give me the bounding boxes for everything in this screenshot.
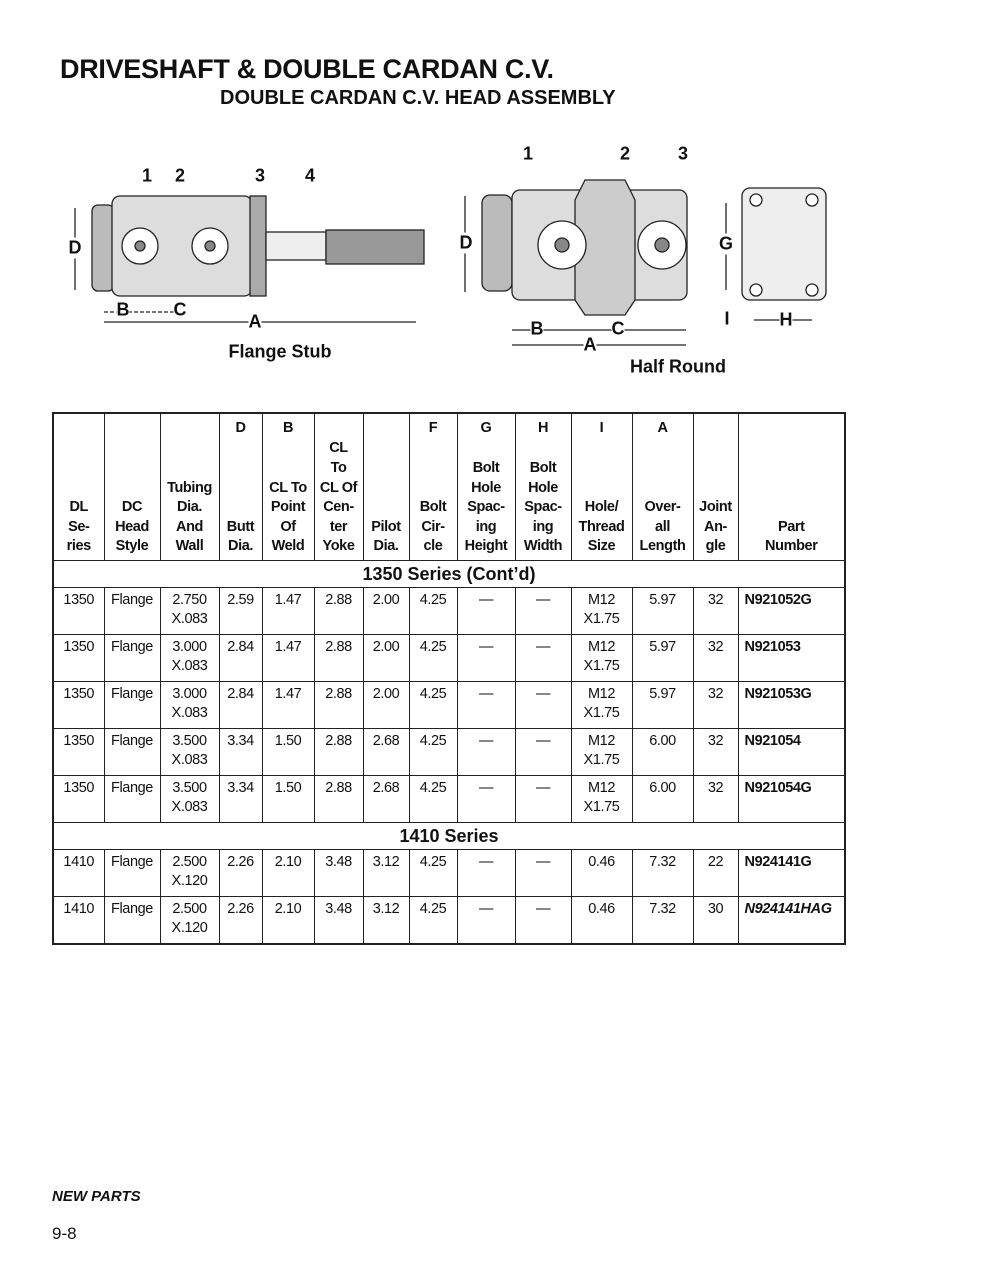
table-cell: 1410	[53, 897, 104, 945]
dim-a: A	[583, 334, 597, 355]
column-header	[409, 413, 457, 561]
table-cell: 32	[693, 635, 738, 682]
table-cell: 22	[693, 850, 738, 897]
column-header	[738, 413, 845, 561]
column-letter	[161, 414, 219, 436]
table-cell: —	[457, 729, 515, 776]
column-header	[515, 413, 571, 561]
column-letter: F	[428, 420, 438, 436]
column-header	[693, 413, 738, 561]
table-cell: 2.88	[314, 776, 363, 823]
table-row	[53, 850, 845, 897]
table-cell: 3.12	[363, 850, 409, 897]
dim-b: B	[530, 318, 544, 339]
table-cell: M12 X1.75	[571, 729, 632, 776]
column-label: Over- all Length	[639, 499, 686, 555]
table-cell: 3.500 X.083	[160, 776, 219, 823]
column-label: Butt Dia.	[226, 518, 255, 555]
table-cell: 4.25	[409, 682, 457, 729]
table-cell: —	[515, 897, 571, 945]
table-cell: 4.25	[409, 729, 457, 776]
column-letter: A	[657, 420, 668, 436]
table-cell: 2.68	[363, 776, 409, 823]
dim-h: H	[779, 309, 793, 330]
table-cell: —	[457, 850, 515, 897]
table-cell: 2.59	[219, 588, 262, 635]
column-letter: G	[480, 420, 492, 436]
column-label: Part Number	[765, 518, 818, 555]
table-cell: 2.00	[363, 682, 409, 729]
dim-g: G	[718, 233, 734, 254]
column-letter: D	[235, 420, 246, 436]
column-letter	[364, 414, 409, 436]
column-letter: H	[537, 420, 549, 436]
column-header	[314, 413, 363, 561]
table-cell: —	[515, 729, 571, 776]
table-cell: —	[515, 682, 571, 729]
part-number: N921054	[738, 729, 845, 776]
table-cell: 4.25	[409, 897, 457, 945]
table-cell: 6.00	[632, 729, 693, 776]
column-header	[571, 413, 632, 561]
table-cell: 1350	[53, 635, 104, 682]
half-round-drawing	[465, 180, 826, 345]
table-cell: Flange	[104, 850, 160, 897]
callout-2: 2	[619, 143, 631, 164]
table-cell: Flange	[104, 729, 160, 776]
column-label: DL Se- ries	[66, 499, 91, 555]
part-number: N921052G	[738, 588, 845, 635]
table-cell: 3.12	[363, 897, 409, 945]
table-cell: —	[457, 776, 515, 823]
table-cell: M12 X1.75	[571, 588, 632, 635]
table-cell: 2.26	[219, 850, 262, 897]
table-cell: Flange	[104, 776, 160, 823]
table-cell: 2.88	[314, 729, 363, 776]
column-label: Bolt Hole Spac- ing Height	[464, 460, 508, 555]
table-cell: 2.26	[219, 897, 262, 945]
column-header	[219, 413, 262, 561]
dim-d: D	[459, 232, 473, 253]
table-cell: 2.10	[262, 897, 314, 945]
part-number: N924141HAG	[738, 897, 845, 945]
column-label: DC Head Style	[115, 499, 149, 555]
table-cell: 30	[693, 897, 738, 945]
part-number: N921053	[738, 635, 845, 682]
table-row	[53, 682, 845, 729]
dim-i: I	[724, 308, 730, 329]
column-header	[363, 413, 409, 561]
table-cell: 32	[693, 682, 738, 729]
table-cell: 1350	[53, 682, 104, 729]
table-cell: 1410	[53, 850, 104, 897]
table-row	[53, 729, 845, 776]
table-cell: 3.34	[219, 729, 262, 776]
table-cell: —	[515, 850, 571, 897]
table-cell: 4.25	[409, 776, 457, 823]
specs-table	[52, 412, 846, 945]
table-cell: 2.88	[314, 682, 363, 729]
table-cell: M12 X1.75	[571, 682, 632, 729]
table-cell: 3.34	[219, 776, 262, 823]
page-title: DRIVESHAFT & DOUBLE CARDAN C.V.	[60, 54, 554, 84]
column-label: Bolt Hole Spac- ing Width	[523, 460, 563, 555]
table-cell: 1.50	[262, 776, 314, 823]
table-cell: M12 X1.75	[571, 635, 632, 682]
column-letter: B	[282, 420, 294, 436]
table-cell: 3.48	[314, 897, 363, 945]
column-letter	[694, 414, 738, 436]
callout-3: 3	[677, 143, 689, 164]
part-number: N921053G	[738, 682, 845, 729]
table-cell: 32	[693, 588, 738, 635]
column-label: Bolt Cir- cle	[419, 499, 447, 555]
table-cell: M12 X1.75	[571, 776, 632, 823]
table-cell: —	[515, 635, 571, 682]
table-cell: 2.88	[314, 588, 363, 635]
column-letter: I	[599, 420, 604, 436]
table-cell: Flange	[104, 635, 160, 682]
part-number: N924141G	[738, 850, 845, 897]
table-cell: 7.32	[632, 850, 693, 897]
table-cell: 1.47	[262, 635, 314, 682]
callout-1: 1	[141, 165, 153, 186]
assembly-diagrams	[0, 0, 986, 400]
column-label: CL To CL Of Cen- ter Yoke	[319, 440, 358, 555]
new-parts-note: NEW PARTS	[52, 1188, 141, 1205]
table-cell: 32	[693, 729, 738, 776]
table-cell: —	[457, 588, 515, 635]
column-letter	[315, 414, 363, 436]
table-row	[53, 897, 845, 945]
table-cell: —	[457, 897, 515, 945]
dim-c: C	[611, 318, 625, 339]
table-cell: 0.46	[571, 897, 632, 945]
series-row	[53, 823, 845, 850]
table-cell: 1.47	[262, 682, 314, 729]
table-cell: 2.84	[219, 635, 262, 682]
table-cell: 1350	[53, 588, 104, 635]
table-cell: 5.97	[632, 682, 693, 729]
table-cell: 5.97	[632, 588, 693, 635]
table-cell: 2.500 X.120	[160, 850, 219, 897]
part-number: N921054G	[738, 776, 845, 823]
table-cell: 4.25	[409, 850, 457, 897]
table-cell: 2.00	[363, 588, 409, 635]
table-cell: 2.84	[219, 682, 262, 729]
table-cell: 3.48	[314, 850, 363, 897]
callout-3: 3	[254, 165, 266, 186]
table-cell: Flange	[104, 897, 160, 945]
callout-4: 4	[304, 165, 316, 186]
dim-a: A	[248, 311, 262, 332]
table-cell: 2.88	[314, 635, 363, 682]
column-letter	[54, 414, 104, 436]
flange-stub-caption: Flange Stub	[228, 341, 332, 362]
table-cell: 3.500 X.083	[160, 729, 219, 776]
table-row	[53, 776, 845, 823]
table-row	[53, 635, 845, 682]
dim-c: C	[173, 299, 187, 320]
column-letter	[105, 414, 160, 436]
page-subtitle: DOUBLE CARDAN C.V. HEAD ASSEMBLY	[220, 87, 616, 109]
table-cell: 4.25	[409, 588, 457, 635]
table-cell: 2.68	[363, 729, 409, 776]
table-cell: 1.50	[262, 729, 314, 776]
table-cell: Flange	[104, 588, 160, 635]
table-cell: 3.000 X.083	[160, 682, 219, 729]
table-cell: 4.25	[409, 635, 457, 682]
page-number: 9-8	[52, 1224, 77, 1243]
table-cell: Flange	[104, 682, 160, 729]
column-header	[160, 413, 219, 561]
table-cell: 0.46	[571, 850, 632, 897]
table-cell: 6.00	[632, 776, 693, 823]
half-round-caption: Half Round	[630, 356, 726, 377]
column-header	[53, 413, 104, 561]
table-cell: —	[515, 588, 571, 635]
column-header	[262, 413, 314, 561]
table-row	[53, 588, 845, 635]
series-row	[53, 561, 845, 588]
column-header	[457, 413, 515, 561]
table-cell: 2.500 X.120	[160, 897, 219, 945]
table-cell: —	[515, 776, 571, 823]
column-label: Tubing Dia. And Wall	[167, 479, 212, 555]
table-cell: 2.00	[363, 635, 409, 682]
callout-2: 2	[174, 165, 186, 186]
column-label: Pilot Dia.	[371, 518, 401, 555]
table-cell: —	[457, 682, 515, 729]
table-cell: 1.47	[262, 588, 314, 635]
column-header	[632, 413, 693, 561]
column-label: Hole/ Thread Size	[578, 499, 625, 555]
column-label: CL To Point Of Weld	[269, 479, 307, 555]
column-letter	[739, 414, 845, 436]
table-cell: 5.97	[632, 635, 693, 682]
series-title: 1350 Series (Cont’d)	[53, 561, 845, 588]
table-header	[53, 413, 845, 561]
callout-1: 1	[522, 143, 534, 164]
table-cell: 2.10	[262, 850, 314, 897]
table-cell: 1350	[53, 729, 104, 776]
table-cell: 2.750 X.083	[160, 588, 219, 635]
dim-b: B	[116, 299, 130, 320]
column-label: Joint An- gle	[699, 499, 732, 555]
table-cell: 1350	[53, 776, 104, 823]
table-cell: 3.000 X.083	[160, 635, 219, 682]
column-header	[104, 413, 160, 561]
table-cell: 7.32	[632, 897, 693, 945]
table-cell: 32	[693, 776, 738, 823]
dim-d: D	[68, 237, 82, 258]
table-cell: —	[457, 635, 515, 682]
series-title: 1410 Series	[53, 823, 845, 850]
